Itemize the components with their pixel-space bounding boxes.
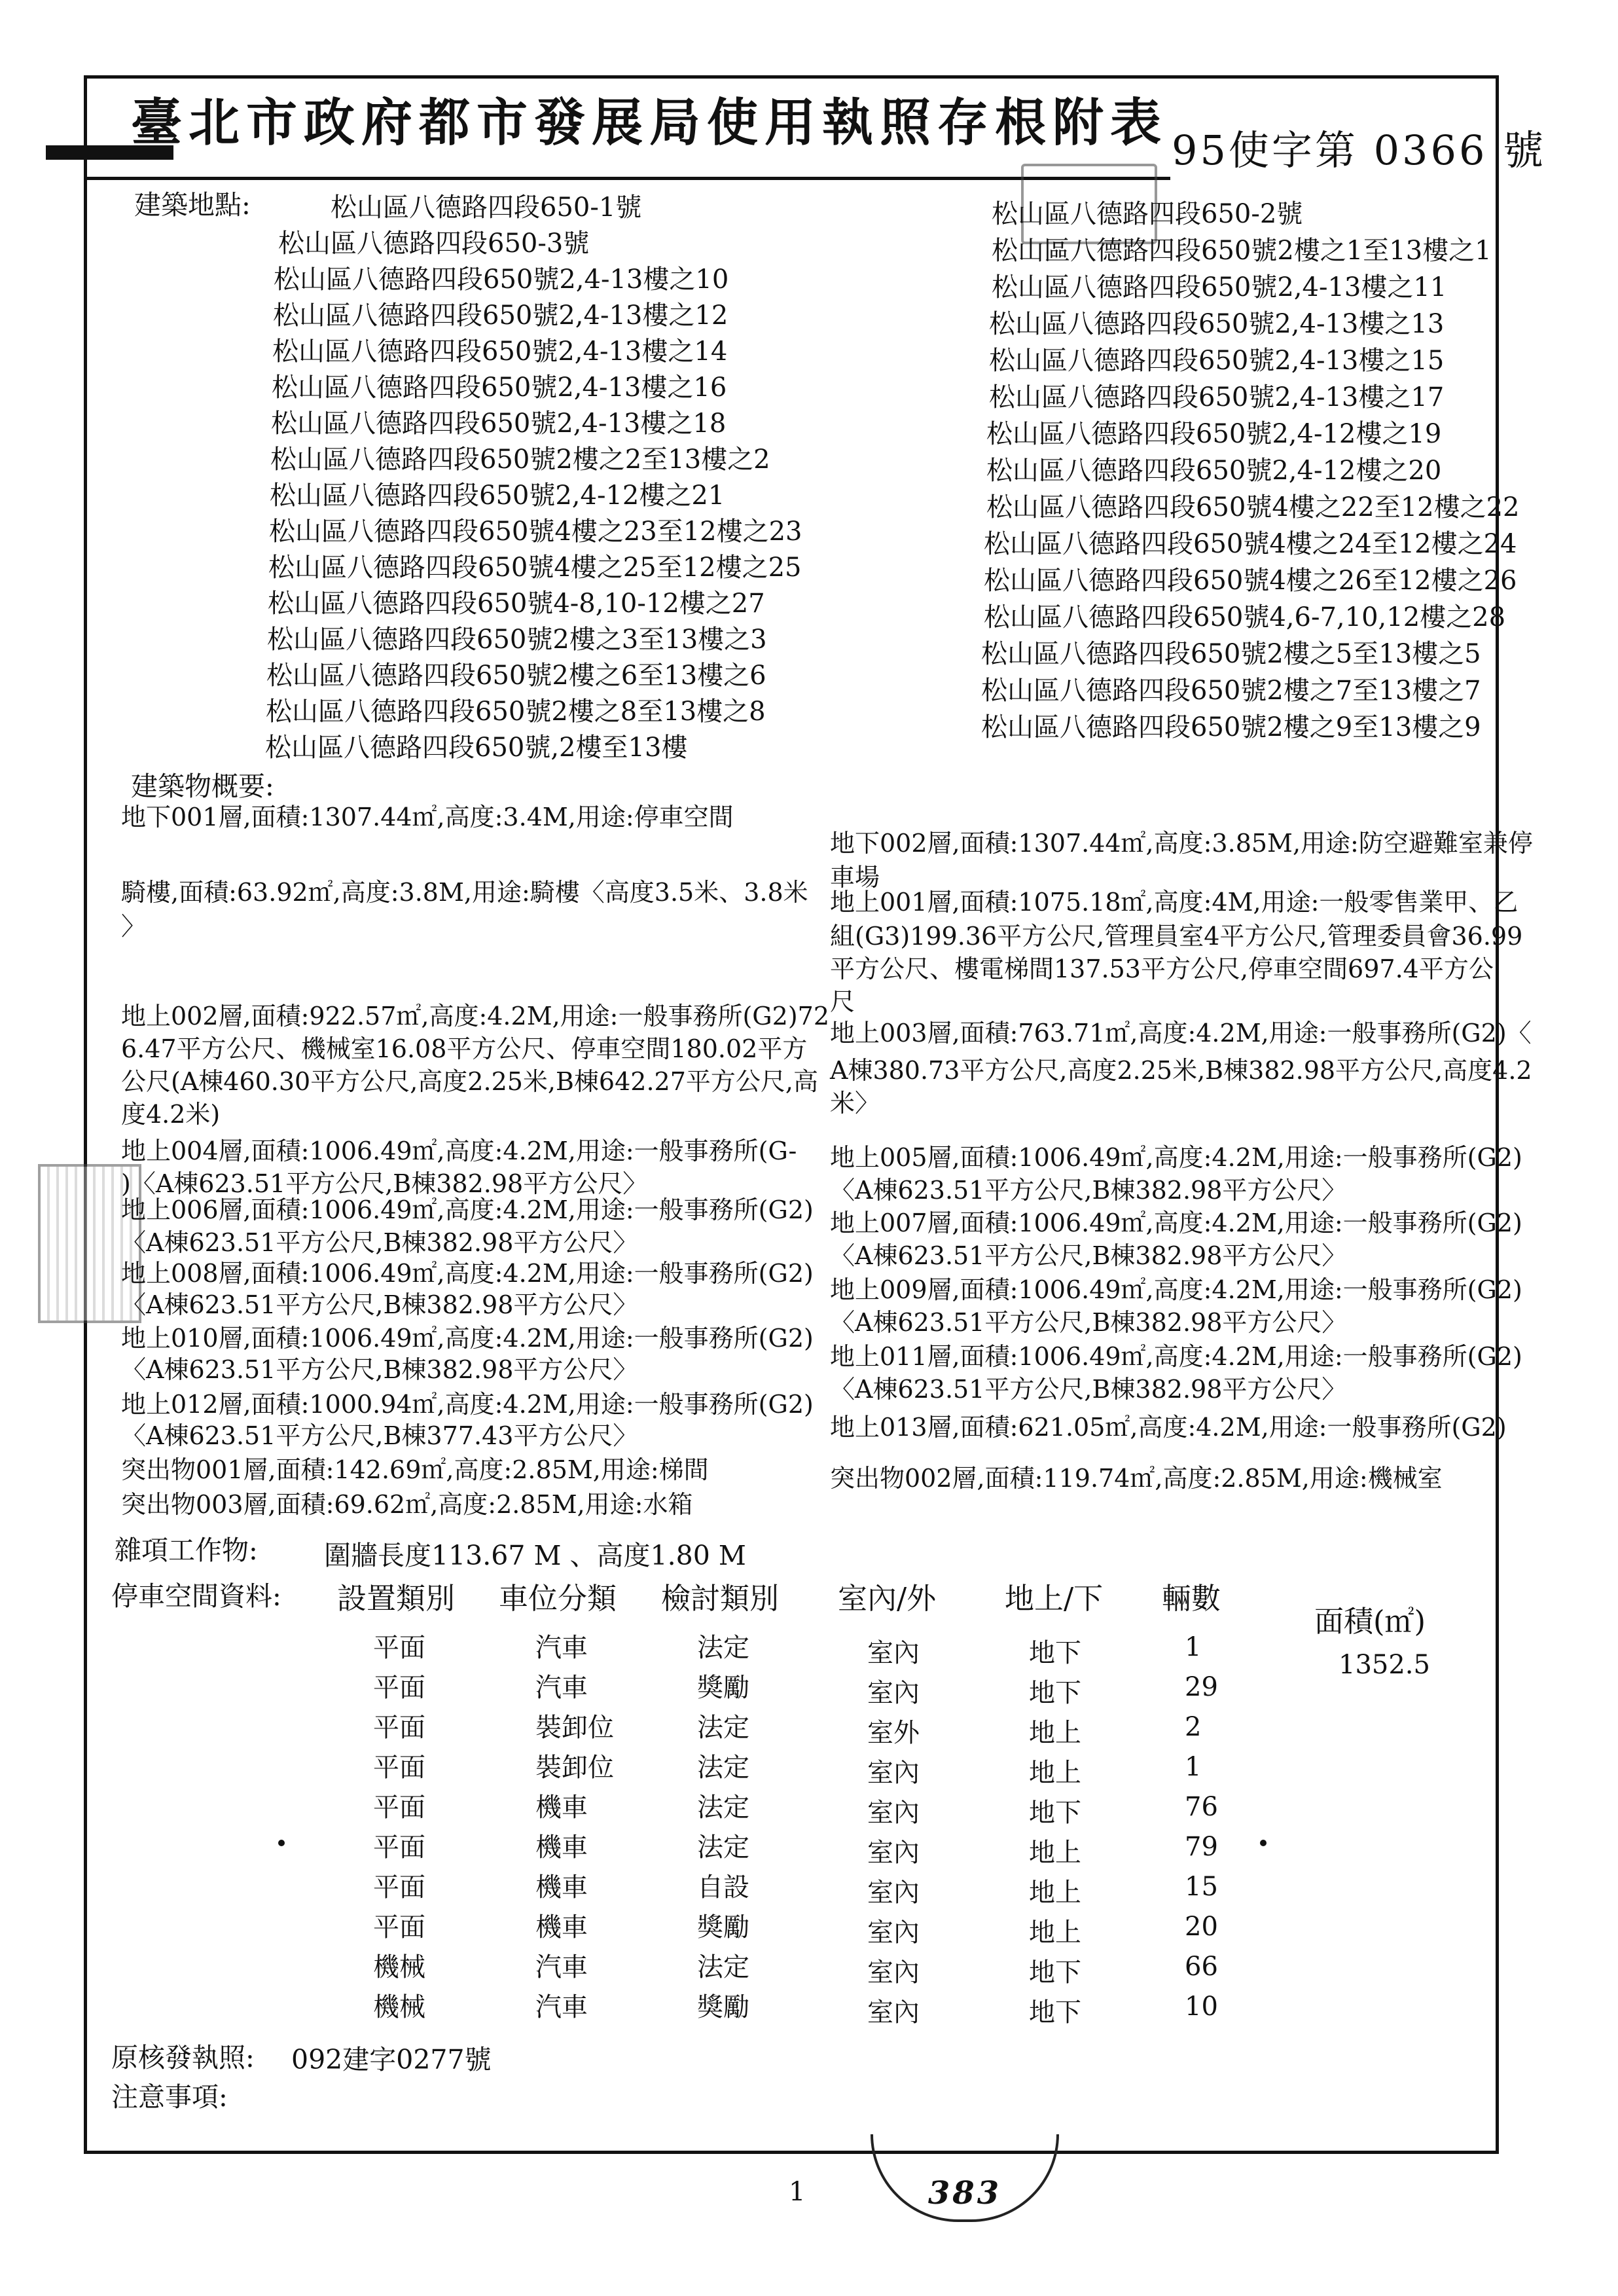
- building-line: 地上010層,面積:1006.49㎡,高度:4.2M,用途:一般事務所(G2): [121, 1324, 814, 1353]
- parking-cell: 裝卸位: [535, 1713, 614, 1743]
- parking-cell: 機車: [535, 1832, 588, 1863]
- building-line: 〈A棟623.51平方公尺,B棟382.98平方公尺〉: [830, 1375, 1347, 1404]
- parking-cell: 29: [1185, 1672, 1218, 1702]
- parking-cell: 地下: [1029, 1678, 1081, 1708]
- parking-column-header: 室內/外: [838, 1581, 937, 1616]
- parking-cell: 法定: [697, 1713, 749, 1743]
- parking-cell: 平面: [373, 1713, 425, 1743]
- building-line: 〈A棟623.51平方公尺,B棟382.98平方公尺〉: [121, 1228, 638, 1257]
- parking-cell: 機車: [535, 1793, 588, 1823]
- misc-works-label: 雜項工作物:: [115, 1535, 258, 1566]
- parking-cell: 汽車: [535, 1673, 588, 1703]
- building-line: )〈A棟623.51平方公尺,B棟382.98平方公尺〉: [121, 1169, 648, 1198]
- parking-cell: 法定: [697, 1633, 749, 1663]
- parking-area-value: 1352.5: [1339, 1650, 1430, 1680]
- address-line: 松山區八德路四段650-2號: [992, 199, 1303, 229]
- parking-cell: 機械: [373, 1992, 425, 2022]
- parking-cell: 室外: [867, 1718, 920, 1748]
- parking-cell: 2: [1185, 1712, 1202, 1742]
- building-line: 突出物002層,面積:119.74㎡,高度:2.85M,用途:機械室: [830, 1464, 1443, 1493]
- building-line: 度4.2米): [121, 1100, 221, 1129]
- address-line: 松山區八德路四段650號2樓之7至13樓之7: [981, 676, 1481, 706]
- address-line: 松山區八德路四段650號2樓之2至13樓之2: [270, 445, 770, 475]
- parking-cell: 平面: [373, 1832, 425, 1863]
- parking-cell: 1: [1185, 1632, 1202, 1662]
- notes-label: 注意事項:: [111, 2081, 228, 2113]
- address-line: 松山區八德路四段650號,2樓至13樓: [265, 733, 688, 763]
- building-line: 地上001層,面積:1075.18㎡,高度:4M,用途:一般零售業甲、乙: [830, 888, 1519, 917]
- parking-cell: 15: [1185, 1872, 1218, 1902]
- parking-cell: 室內: [867, 1758, 920, 1788]
- parking-cell: 法定: [697, 1832, 749, 1863]
- address-line: 松山區八德路四段650號2樓之6至13樓之6: [266, 661, 766, 691]
- parking-cell: 平面: [373, 1872, 425, 1903]
- address-line: 松山區八德路四段650號2樓之5至13樓之5: [981, 639, 1481, 669]
- parking-cell: 76: [1185, 1792, 1218, 1822]
- address-line: 松山區八德路四段650號2,4-13樓之17: [989, 382, 1445, 412]
- building-line: 6.47平方公尺、機械室16.08平方公尺、停車空間180.02平方: [121, 1034, 808, 1063]
- building-line: 地上012層,面積:1000.94㎡,高度:4.2M,用途:一般事務所(G2): [121, 1390, 814, 1419]
- parking-column-header: 檢討類別: [661, 1581, 780, 1616]
- building-line: 〈A棟623.51平方公尺,B棟382.98平方公尺〉: [830, 1176, 1347, 1205]
- building-line: 車場: [830, 863, 880, 892]
- parking-cell: 平面: [373, 1793, 425, 1823]
- parking-cell: 平面: [373, 1673, 425, 1703]
- parking-cell: 地下: [1029, 1958, 1081, 1988]
- address-line: 松山區八德路四段650號2,4-12樓之19: [986, 419, 1442, 449]
- parking-cell: 法定: [697, 1753, 749, 1783]
- parking-cell: 自設: [697, 1872, 749, 1903]
- parking-cell: 平面: [373, 1633, 425, 1663]
- parking-cell: 地上: [1029, 1718, 1081, 1748]
- parking-cell: 地下: [1029, 1798, 1081, 1828]
- building-line: 組(G3)199.36平方公尺,管理員室4平方公尺,管理委員會36.99: [830, 922, 1523, 951]
- building-line: 公尺(A棟460.30平方公尺,高度2.25米,B棟642.27平方公尺,高: [121, 1067, 818, 1096]
- parking-cell: 66: [1185, 1952, 1218, 1982]
- building-line: 地下001層,面積:1307.44㎡,高度:3.4M,用途:停車空間: [121, 803, 734, 831]
- parking-column-header: 地上/下: [1005, 1581, 1104, 1616]
- parking-cell: 獎勵: [697, 1912, 749, 1942]
- building-line: 騎樓,面積:63.92㎡,高度:3.8M,用途:騎樓〈高度3.5米、3.8米: [121, 878, 808, 907]
- parking-cell: 室內: [867, 1997, 920, 2028]
- parking-cell: 1: [1185, 1752, 1202, 1782]
- building-line: 米〉: [830, 1089, 880, 1118]
- building-line: 地上011層,面積:1006.49㎡,高度:4.2M,用途:一般事務所(G2): [830, 1342, 1522, 1371]
- parking-cell: 平面: [373, 1753, 425, 1783]
- parking-cell: 79: [1185, 1832, 1218, 1862]
- address-line: 松山區八德路四段650號2樓之1至13樓之1: [992, 236, 1492, 266]
- parking-cell: 20: [1185, 1912, 1218, 1942]
- misc-works-value: 圍牆長度113.67 M 、高度1.80 M: [324, 1540, 746, 1571]
- building-line: 尺: [830, 987, 855, 1016]
- parking-cell: 機械: [373, 1952, 425, 1982]
- building-line: 地上013層,面積:621.05㎡,高度:4.2M,用途:一般事務所(G2): [830, 1413, 1507, 1442]
- parking-cell: 室內: [867, 1838, 920, 1868]
- address-line: 松山區八德路四段650-1號: [331, 192, 642, 223]
- parking-cell: 機車: [535, 1912, 588, 1942]
- parking-cell: 法定: [697, 1793, 749, 1823]
- parking-label: 停車空間資料:: [111, 1580, 281, 1612]
- parking-cell: 室內: [867, 1918, 920, 1948]
- address-label: 建築地點:: [134, 189, 251, 221]
- address-line: 松山區八德路四段650號2樓之8至13樓之8: [266, 697, 766, 727]
- parking-cell: 地上: [1029, 1758, 1081, 1788]
- original-permit-label: 原核發執照:: [111, 2042, 255, 2073]
- parking-cell: 汽車: [535, 1992, 588, 2022]
- address-line: 松山區八德路四段650號4樓之22至12樓之22: [986, 492, 1520, 522]
- parking-cell: 地下: [1029, 1997, 1081, 2028]
- address-line: 松山區八德路四段650號4,6-7,10,12樓之28: [984, 602, 1506, 632]
- building-line: 〈A棟623.51平方公尺,B棟382.98平方公尺〉: [830, 1241, 1347, 1270]
- building-line: 地上003層,面積:763.71㎡,高度:4.2M,用途:一般事務所(G2)〈: [830, 1019, 1532, 1048]
- original-permit-value: 092建字0277號: [291, 2044, 492, 2075]
- parking-cell: 室內: [867, 1878, 920, 1908]
- address-line: 松山區八德路四段650號4樓之25至12樓之25: [268, 553, 802, 583]
- building-line: 地上002層,面積:922.57㎡,高度:4.2M,用途:一般事務所(G2)72: [121, 1002, 830, 1030]
- address-line: 松山區八德路四段650號2,4-13樓之12: [273, 301, 728, 331]
- parking-cell: 10: [1185, 1992, 1218, 2022]
- building-line: 地下002層,面積:1307.44㎡,高度:3.85M,用途:防空避難室兼停: [830, 829, 1533, 858]
- building-line: 平方公尺、樓電梯間137.53平方公尺,停車空間697.4平方公: [830, 955, 1494, 983]
- parking-cell: 平面: [373, 1912, 425, 1942]
- address-line: 松山區八德路四段650號2,4-12樓之21: [270, 481, 725, 511]
- parking-cell: 地上: [1029, 1878, 1081, 1908]
- building-line: 〈A棟623.51平方公尺,B棟382.98平方公尺〉: [830, 1308, 1347, 1337]
- building-line: 地上004層,面積:1006.49㎡,高度:4.2M,用途:一般事務所(G-: [121, 1137, 797, 1165]
- parking-cell: 獎勵: [697, 1673, 749, 1703]
- document-title: 臺北市政府都市發展局使用執照存根附表: [131, 93, 1168, 153]
- parking-cell: 汽車: [535, 1633, 588, 1663]
- parking-cell: 法定: [697, 1952, 749, 1982]
- building-line: 地上007層,面積:1006.49㎡,高度:4.2M,用途:一般事務所(G2): [830, 1209, 1522, 1237]
- parking-cell: 地下: [1029, 1638, 1081, 1668]
- address-line: 松山區八德路四段650號2,4-13樓之13: [989, 309, 1445, 339]
- address-line: 松山區八德路四段650號4樓之24至12樓之24: [984, 529, 1517, 559]
- address-line: 松山區八德路四段650號2,4-13樓之18: [271, 409, 727, 439]
- seal-number: 383: [927, 2175, 1002, 2212]
- parking-cell: 機車: [535, 1872, 588, 1903]
- address-line: 松山區八德路四段650號2,4-13樓之11: [992, 272, 1447, 302]
- building-line: 〈A棟623.51平方公尺,B棟382.98平方公尺〉: [121, 1355, 638, 1384]
- building-line: 〉: [121, 912, 147, 941]
- building-line: 突出物001層,面積:142.69㎡,高度:2.85M,用途:梯間: [121, 1455, 709, 1484]
- building-line: 地上009層,面積:1006.49㎡,高度:4.2M,用途:一般事務所(G2): [830, 1275, 1522, 1304]
- address-line: 松山區八德路四段650號2,4-13樓之16: [272, 373, 727, 403]
- parking-cell: 室內: [867, 1678, 920, 1708]
- scan-dot: [1260, 1840, 1267, 1846]
- building-line: 地上005層,面積:1006.49㎡,高度:4.2M,用途:一般事務所(G2): [830, 1143, 1522, 1172]
- building-line: 〈A棟623.51平方公尺,B棟377.43平方公尺〉: [121, 1421, 638, 1450]
- building-line: 地上008層,面積:1006.49㎡,高度:4.2M,用途:一般事務所(G2): [121, 1259, 814, 1288]
- address-line: 松山區八德路四段650-3號: [278, 228, 590, 259]
- address-line: 松山區八德路四段650號2,4-12樓之20: [986, 456, 1442, 486]
- address-line: 松山區八德路四段650號2,4-13樓之14: [272, 337, 728, 367]
- parking-cell: 獎勵: [697, 1992, 749, 2022]
- parking-column-header: 車位分類: [499, 1581, 617, 1616]
- parking-cell: 室內: [867, 1638, 920, 1668]
- building-line: 突出物003層,面積:69.62㎡,高度:2.85M,用途:水箱: [121, 1490, 693, 1519]
- address-line: 松山區八德路四段650號2,4-13樓之10: [274, 264, 729, 295]
- page-number: 1: [789, 2177, 806, 2207]
- address-line: 松山區八德路四段650號2樓之3至13樓之3: [267, 625, 767, 655]
- permit-number: 95使字第 0366 號: [1172, 126, 1547, 174]
- address-line: 松山區八德路四段650號2,4-13樓之15: [989, 346, 1445, 376]
- address-line: 松山區八德路四段650號2樓之9至13樓之9: [981, 712, 1481, 742]
- parking-cell: 汽車: [535, 1952, 588, 1982]
- building-line: 地上006層,面積:1006.49㎡,高度:4.2M,用途:一般事務所(G2): [121, 1195, 814, 1224]
- title-underline: [84, 177, 1170, 180]
- address-line: 松山區八德路四段650號4樓之26至12樓之26: [984, 566, 1517, 596]
- parking-cell: 室內: [867, 1798, 920, 1828]
- building-summary-label: 建築物概要:: [131, 771, 274, 802]
- serial-seal: [871, 2134, 1059, 2222]
- parking-column-header: 設置類別: [337, 1581, 456, 1616]
- parking-cell: 地上: [1029, 1918, 1081, 1948]
- parking-cell: 室內: [867, 1958, 920, 1988]
- address-line: 松山區八德路四段650號4樓之23至12樓之23: [269, 517, 802, 547]
- building-line: A棟380.73平方公尺,高度2.25米,B棟382.98平方公尺,高度4.2: [830, 1056, 1532, 1085]
- parking-cell: 地上: [1029, 1838, 1081, 1868]
- scan-dot: [278, 1840, 285, 1846]
- address-line: 松山區八德路四段650號4-8,10-12樓之27: [268, 589, 765, 619]
- parking-cell: 裝卸位: [535, 1753, 614, 1783]
- parking-column-header: 輛數: [1162, 1581, 1221, 1616]
- building-line: 〈A棟623.51平方公尺,B棟382.98平方公尺〉: [121, 1290, 638, 1319]
- parking-column-header: 面積(㎡): [1314, 1604, 1426, 1639]
